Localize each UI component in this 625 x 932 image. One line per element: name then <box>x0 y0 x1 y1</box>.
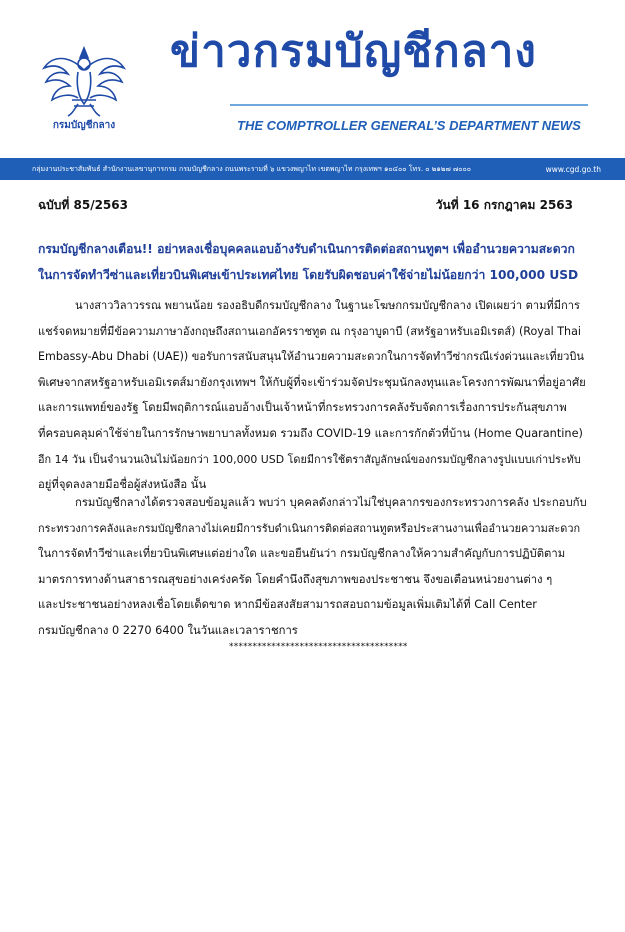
paragraph-line: อยู่ที่จุดลงลายมือชื่อผู้ส่งหนังสือ นั้น <box>38 478 207 492</box>
body-paragraph-2 <box>38 490 588 644</box>
masthead-subtitle: THE COMPTROLLER GENERAL’S DEPARTMENT NEWS <box>237 118 581 133</box>
end-marker: ************************************** <box>229 642 408 652</box>
news-headline <box>38 236 588 288</box>
paragraph-line: กรมบัญชีกลาง 0 2270 6400 ในวันและเวลาราชการ <box>38 623 298 637</box>
paragraph-line: และการแพทย์ของรัฐ โดยมีพฤติการณ์แอบอ้างเป็นเจ้าหน้าที่กระทรวงการคลังรับจัดการเรื่องการประกันสุขภาพ <box>38 401 567 415</box>
paragraph-line: พิเศษจากสหรัฐอาหรับเอมิเรตส์มายังกรุงเทพฯ ให้กับผู้ที่จะเข้าร่วมจัดประชุมนักลงทุนและโครงการพัฒนาที่อยู่อาศัย <box>38 375 586 389</box>
contact-info-bar <box>0 158 625 180</box>
paragraph-line: นางสาววิลาวรรณ พยานน้อย รองอธิบดีกรมบัญชีกลาง ในฐานะโฆษกกรมบัญชีกลาง เปิดเผยว่า ตามที่มีการ <box>75 299 580 312</box>
garuda-logo-icon <box>38 40 130 136</box>
website-url: www.cgd.go.th <box>545 164 601 174</box>
issue-number: ฉบับที่ 85/2563 <box>38 198 128 212</box>
paragraph-line: อีก 14 วัน เป็นจำนวนเงินไม่น้อยกว่า 100,000 USD โดยมีการใช้ตราสัญลักษณ์ของกรมบัญชีกลางรูปแบบเก่าประทับ <box>38 452 581 466</box>
logo-text: กรมบัญชีกลาง <box>52 120 116 131</box>
body-paragraph-1 <box>38 293 588 498</box>
issue-date: วันที่ 16 กรกฎาคม 2563 <box>435 198 573 212</box>
paragraph-line: กรมบัญชีกลางได้ตรวจสอบข้อมูลแล้ว พบว่า บุคคลดังกล่าวไม่ใช่บุคลากรของกระทรวงการคลัง ประกอบกับ <box>75 496 587 509</box>
paragraph-line: มาตรการทางด้านสาธารณสุขอย่างเคร่งครัด โดยคำนึงถึงสุขภาพของประชาชน จึงขอเตือนหน่วยงานต่าง ๆ <box>38 572 553 586</box>
paragraph-line: ที่ครอบคลุมค่าใช้จ่ายในการรักษาพยาบาลทั้งหมด รวมถึง COVID-19 และการกักตัวที่บ้าน (Home Quarantine) <box>38 426 583 440</box>
paragraph-line: แชร์จดหมายที่มีข้อความภาษาอังกฤษถึงสถานเอกอัครราชทูต ณ กรุงอาบูดาบี (สหรัฐอาหรับเอมิเรตส์) (Royal Thai <box>38 324 581 338</box>
paragraph-line: Embassy-Abu Dhabi (UAE)) ขอรับการสนับสนุนให้อำนวยความสะดวกในการจัดทำวีซ่ากรณีเร่งด่วนและเที่ยวบิน <box>38 350 584 364</box>
paragraph-line: และประชาชนอย่างหลงเชื่อโดยเด็ดขาด หากมีข้อสงสัยสามารถสอบถามข้อมูลเพิ่มเติมได้ที่ Call Center <box>38 598 537 612</box>
department-address: กลุ่มงานประชาสัมพันธ์ สำนักงานเลขานุการกรม กรมบัญชีกลาง ถนนพระรามที่ ๖ แขวงพญาไท เขตพญาไท กรุงเทพฯ ๑๐๔๐๐ โทร. ๐ ๒๑๒๗ ๗๐๐๐ <box>32 164 472 173</box>
paragraph-line: ในการจัดทำวีซ่าและเที่ยวบินพิเศษแต่อย่างใด และขอยืนยันว่า กรมบัญชีกลางให้ความสำคัญกับการปฏิบัติตาม <box>38 547 566 561</box>
masthead-title: ข่าวกรมบัญชีกลาง <box>170 26 537 77</box>
masthead-divider <box>230 104 588 106</box>
headline-line: ในการจัดทำวีซ่าและเที่ยวบินพิเศษเข้าประเทศไทย โดยรับผิดชอบค่าใช้จ่ายไม่น้อยกว่า 100,000 USD <box>38 268 579 282</box>
headline-line: กรมบัญชีกลางเตือน!! อย่าหลงเชื่อบุคคลแอบอ้างรับดำเนินการติดต่อสถานทูตฯ เพื่ออำนวยความสะดวก <box>38 242 575 256</box>
paragraph-line: กระทรวงการคลังและกรมบัญชีกลางไม่เคยมีการรับดำเนินการติดต่อสถานทูตหรือประสานงานเพื่ออำนวยความสะดวก <box>38 521 581 535</box>
